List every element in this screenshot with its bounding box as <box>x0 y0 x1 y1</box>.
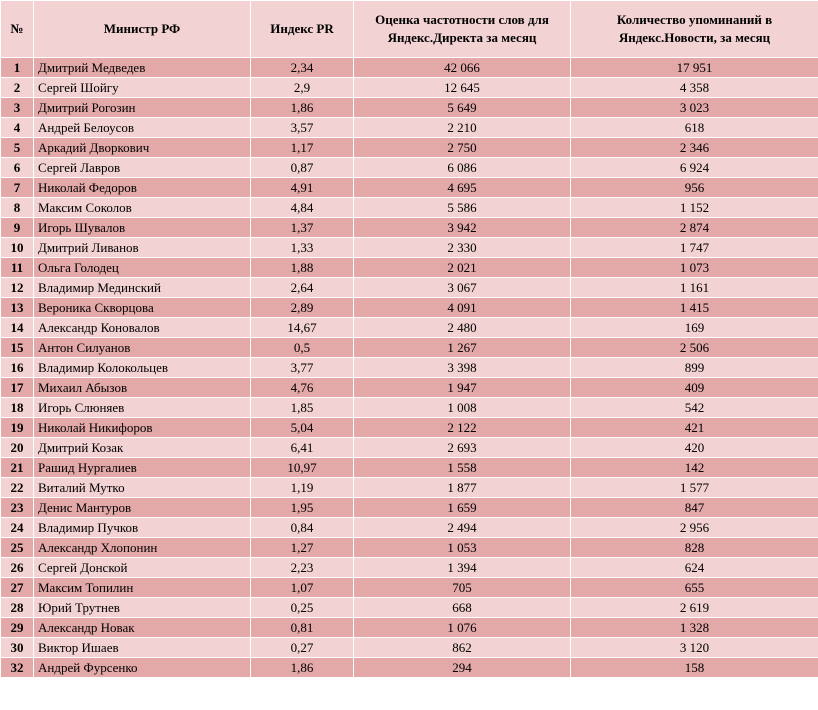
news-mentions-value: 2 506 <box>571 338 818 358</box>
row-number: 29 <box>1 618 34 638</box>
pr-index-value: 0,81 <box>251 618 354 638</box>
header-news-mentions: Количество упоминаний в Яндекс.Новости, за месяц <box>571 1 818 58</box>
row-number: 17 <box>1 378 34 398</box>
minister-name: Владимир Мединский <box>34 278 251 298</box>
pr-index-value: 1,95 <box>251 498 354 518</box>
pr-index-value: 3,57 <box>251 118 354 138</box>
table-row <box>1 138 818 158</box>
direct-frequency-value: 1 076 <box>354 618 571 638</box>
minister-name: Виталий Мутко <box>34 478 251 498</box>
pr-index-value: 14,67 <box>251 318 354 338</box>
minister-name: Владимир Пучков <box>34 518 251 538</box>
direct-frequency-value: 1 558 <box>354 458 571 478</box>
header-number: № <box>1 1 34 58</box>
pr-index-value: 10,97 <box>251 458 354 478</box>
row-number: 22 <box>1 478 34 498</box>
news-mentions-value: 1 415 <box>571 298 818 318</box>
news-mentions-value: 2 956 <box>571 518 818 538</box>
news-mentions-value: 409 <box>571 378 818 398</box>
news-mentions-value: 899 <box>571 358 818 378</box>
table-row <box>1 98 818 118</box>
row-number: 3 <box>1 98 34 118</box>
news-mentions-value: 3 120 <box>571 638 818 658</box>
minister-name: Вероника Скворцова <box>34 298 251 318</box>
minister-name: Игорь Слюняев <box>34 398 251 418</box>
news-mentions-value: 420 <box>571 438 818 458</box>
news-mentions-value: 655 <box>571 578 818 598</box>
row-number: 27 <box>1 578 34 598</box>
minister-name: Максим Соколов <box>34 198 251 218</box>
direct-frequency-value: 4 695 <box>354 178 571 198</box>
direct-frequency-value: 1 877 <box>354 478 571 498</box>
table-row <box>1 78 818 98</box>
table-row <box>1 638 818 658</box>
pr-index-value: 1,27 <box>251 538 354 558</box>
pr-index-value: 1,86 <box>251 98 354 118</box>
direct-frequency-value: 4 091 <box>354 298 571 318</box>
direct-frequency-value: 2 330 <box>354 238 571 258</box>
pr-index-value: 2,9 <box>251 78 354 98</box>
pr-index-value: 4,84 <box>251 198 354 218</box>
direct-frequency-value: 294 <box>354 658 571 678</box>
table-row <box>1 658 818 678</box>
minister-name: Денис Мантуров <box>34 498 251 518</box>
direct-frequency-value: 42 066 <box>354 58 571 78</box>
minister-name: Александр Хлопонин <box>34 538 251 558</box>
news-mentions-value: 17 951 <box>571 58 818 78</box>
row-number: 16 <box>1 358 34 378</box>
news-mentions-value: 956 <box>571 178 818 198</box>
news-mentions-value: 2 874 <box>571 218 818 238</box>
pr-index-value: 0,84 <box>251 518 354 538</box>
pr-index-value: 0,5 <box>251 338 354 358</box>
table-row <box>1 218 818 238</box>
minister-name: Сергей Лавров <box>34 158 251 178</box>
pr-index-value: 1,37 <box>251 218 354 238</box>
row-number: 15 <box>1 338 34 358</box>
minister-name: Александр Коновалов <box>34 318 251 338</box>
minister-name: Сергей Шойгу <box>34 78 251 98</box>
row-number: 25 <box>1 538 34 558</box>
row-number: 24 <box>1 518 34 538</box>
direct-frequency-value: 2 021 <box>354 258 571 278</box>
news-mentions-value: 158 <box>571 658 818 678</box>
direct-frequency-value: 1 394 <box>354 558 571 578</box>
minister-name: Дмитрий Козак <box>34 438 251 458</box>
row-number: 9 <box>1 218 34 238</box>
table-row <box>1 318 818 338</box>
table-row <box>1 458 818 478</box>
direct-frequency-value: 1 267 <box>354 338 571 358</box>
news-mentions-value: 1 152 <box>571 198 818 218</box>
news-mentions-value: 2 619 <box>571 598 818 618</box>
table-row <box>1 378 818 398</box>
news-mentions-value: 1 577 <box>571 478 818 498</box>
minister-name: Максим Топилин <box>34 578 251 598</box>
direct-frequency-value: 5 586 <box>354 198 571 218</box>
pr-index-value: 5,04 <box>251 418 354 438</box>
direct-frequency-value: 1 947 <box>354 378 571 398</box>
row-number: 10 <box>1 238 34 258</box>
header-direct-frequency: Оценка частотности слов для Яндекс.Директа за месяц <box>354 1 571 58</box>
table-row <box>1 278 818 298</box>
table-row <box>1 58 818 78</box>
minister-name: Андрей Белоусов <box>34 118 251 138</box>
table-row <box>1 198 818 218</box>
news-mentions-value: 542 <box>571 398 818 418</box>
pr-index-value: 0,87 <box>251 158 354 178</box>
direct-frequency-value: 1 008 <box>354 398 571 418</box>
pr-index-value: 6,41 <box>251 438 354 458</box>
row-number: 26 <box>1 558 34 578</box>
table-row <box>1 618 818 638</box>
news-mentions-value: 1 747 <box>571 238 818 258</box>
table-header <box>1 1 818 58</box>
header-pr-index: Индекс PR <box>251 1 354 58</box>
row-number: 11 <box>1 258 34 278</box>
direct-frequency-value: 2 122 <box>354 418 571 438</box>
pr-index-value: 2,89 <box>251 298 354 318</box>
row-number: 8 <box>1 198 34 218</box>
pr-index-value: 1,07 <box>251 578 354 598</box>
table-row <box>1 258 818 278</box>
row-number: 19 <box>1 418 34 438</box>
news-mentions-value: 169 <box>571 318 818 338</box>
news-mentions-value: 6 924 <box>571 158 818 178</box>
news-mentions-value: 2 346 <box>571 138 818 158</box>
direct-frequency-value: 2 480 <box>354 318 571 338</box>
minister-name: Сергей Донской <box>34 558 251 578</box>
table-row <box>1 338 818 358</box>
table-row <box>1 478 818 498</box>
table-row <box>1 558 818 578</box>
table-row <box>1 238 818 258</box>
row-number: 18 <box>1 398 34 418</box>
pr-index-value: 4,91 <box>251 178 354 198</box>
direct-frequency-value: 6 086 <box>354 158 571 178</box>
news-mentions-value: 624 <box>571 558 818 578</box>
pr-index-value: 4,76 <box>251 378 354 398</box>
direct-frequency-value: 12 645 <box>354 78 571 98</box>
news-mentions-value: 1 328 <box>571 618 818 638</box>
row-number: 28 <box>1 598 34 618</box>
news-mentions-value: 618 <box>571 118 818 138</box>
row-number: 1 <box>1 58 34 78</box>
minister-name: Дмитрий Рогозин <box>34 98 251 118</box>
news-mentions-value: 142 <box>571 458 818 478</box>
news-mentions-value: 421 <box>571 418 818 438</box>
minister-name: Андрей Фурсенко <box>34 658 251 678</box>
direct-frequency-value: 2 210 <box>354 118 571 138</box>
header-row <box>1 1 818 58</box>
table-row <box>1 498 818 518</box>
row-number: 30 <box>1 638 34 658</box>
row-number: 14 <box>1 318 34 338</box>
row-number: 20 <box>1 438 34 458</box>
direct-frequency-value: 3 942 <box>354 218 571 238</box>
pr-index-value: 2,23 <box>251 558 354 578</box>
pr-index-value: 1,85 <box>251 398 354 418</box>
table-row <box>1 118 818 138</box>
minister-name: Рашид Нургалиев <box>34 458 251 478</box>
pr-index-value: 1,19 <box>251 478 354 498</box>
pr-index-value: 0,27 <box>251 638 354 658</box>
direct-frequency-value: 2 750 <box>354 138 571 158</box>
pr-index-value: 1,17 <box>251 138 354 158</box>
minister-name: Аркадий Дворкович <box>34 138 251 158</box>
pr-index-value: 1,33 <box>251 238 354 258</box>
table-row <box>1 538 818 558</box>
row-number: 13 <box>1 298 34 318</box>
pr-index-value: 0,25 <box>251 598 354 618</box>
news-mentions-value: 1 073 <box>571 258 818 278</box>
row-number: 12 <box>1 278 34 298</box>
row-number: 32 <box>1 658 34 678</box>
minister-name: Владимир Колокольцев <box>34 358 251 378</box>
direct-frequency-value: 705 <box>354 578 571 598</box>
minister-name: Игорь Шувалов <box>34 218 251 238</box>
row-number: 6 <box>1 158 34 178</box>
pr-index-value: 1,86 <box>251 658 354 678</box>
minister-name: Виктор Ишаев <box>34 638 251 658</box>
direct-frequency-value: 5 649 <box>354 98 571 118</box>
minister-name: Михаил Абызов <box>34 378 251 398</box>
minister-name: Александр Новак <box>34 618 251 638</box>
news-mentions-value: 828 <box>571 538 818 558</box>
direct-frequency-value: 1 659 <box>354 498 571 518</box>
table-row <box>1 518 818 538</box>
row-number: 4 <box>1 118 34 138</box>
minister-name: Юрий Трутнев <box>34 598 251 618</box>
direct-frequency-value: 3 398 <box>354 358 571 378</box>
news-mentions-value: 3 023 <box>571 98 818 118</box>
direct-frequency-value: 862 <box>354 638 571 658</box>
news-mentions-value: 847 <box>571 498 818 518</box>
table-row <box>1 418 818 438</box>
row-number: 5 <box>1 138 34 158</box>
news-mentions-value: 1 161 <box>571 278 818 298</box>
row-number: 7 <box>1 178 34 198</box>
table-row <box>1 158 818 178</box>
pr-index-value: 2,34 <box>251 58 354 78</box>
header-minister: Министр РФ <box>34 1 251 58</box>
row-number: 23 <box>1 498 34 518</box>
direct-frequency-value: 2 693 <box>354 438 571 458</box>
direct-frequency-value: 3 067 <box>354 278 571 298</box>
table-row <box>1 358 818 378</box>
table-body <box>1 58 818 678</box>
table-row <box>1 578 818 598</box>
direct-frequency-value: 2 494 <box>354 518 571 538</box>
table-row <box>1 298 818 318</box>
table-row <box>1 178 818 198</box>
row-number: 2 <box>1 78 34 98</box>
minister-name: Дмитрий Медведев <box>34 58 251 78</box>
table-row <box>1 438 818 458</box>
minister-name: Николай Никифоров <box>34 418 251 438</box>
table-row <box>1 398 818 418</box>
minister-name: Дмитрий Ливанов <box>34 238 251 258</box>
table-row <box>1 598 818 618</box>
direct-frequency-value: 668 <box>354 598 571 618</box>
pr-index-value: 3,77 <box>251 358 354 378</box>
minister-name: Антон Силуанов <box>34 338 251 358</box>
minister-name: Ольга Голодец <box>34 258 251 278</box>
row-number: 21 <box>1 458 34 478</box>
pr-index-value: 1,88 <box>251 258 354 278</box>
news-mentions-value: 4 358 <box>571 78 818 98</box>
pr-index-value: 2,64 <box>251 278 354 298</box>
direct-frequency-value: 1 053 <box>354 538 571 558</box>
minister-name: Николай Федоров <box>34 178 251 198</box>
